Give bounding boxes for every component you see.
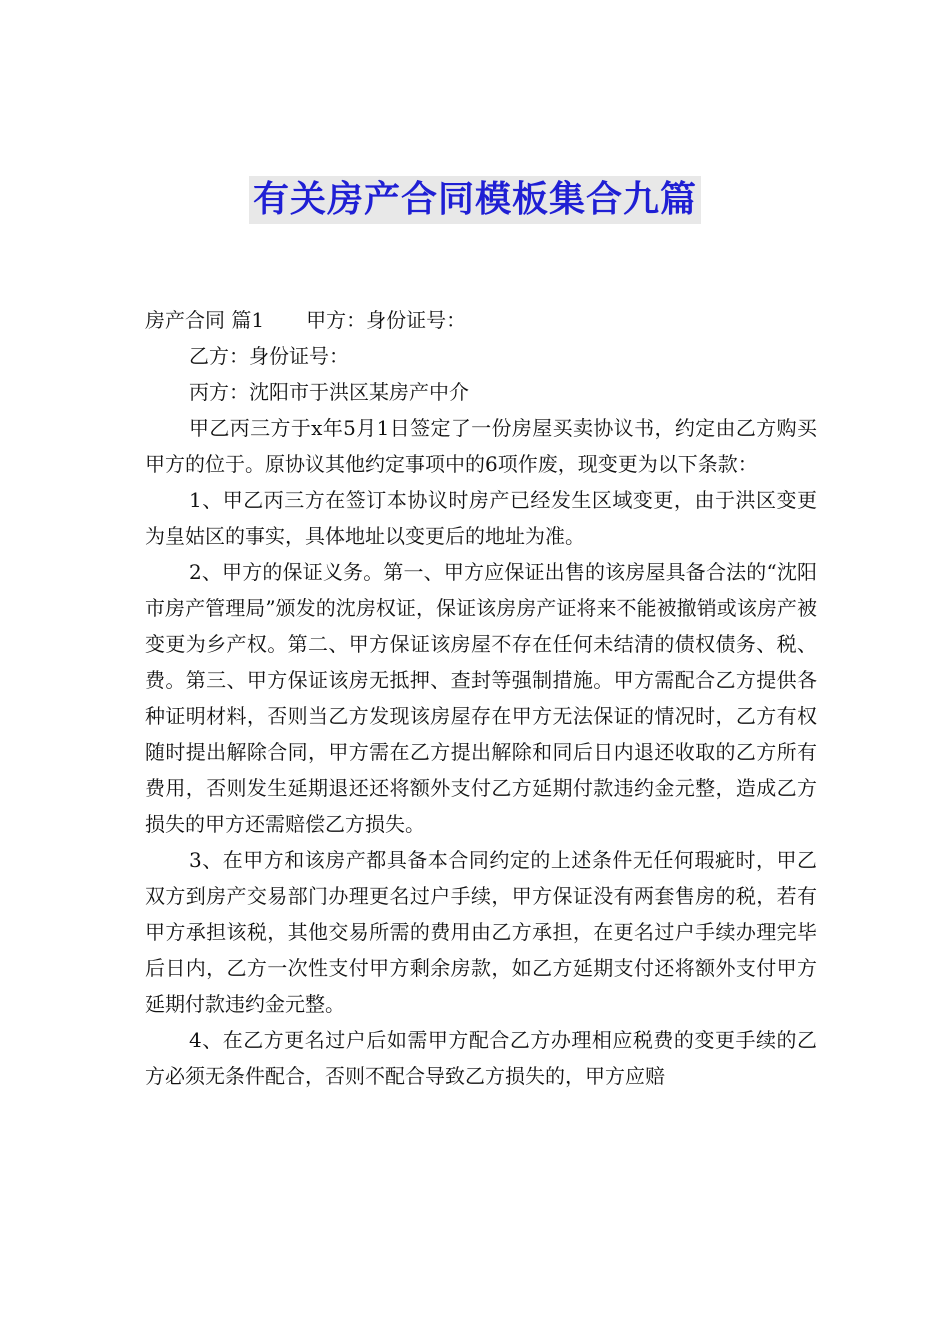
document-body xyxy=(145,302,817,1094)
party-b-line: 乙方：身份证号： xyxy=(189,344,349,368)
title-container xyxy=(0,176,950,224)
document-title: 有关房产合同模板集合九篇 xyxy=(249,176,701,224)
section-header-line xyxy=(145,302,817,338)
paragraph-clause-3: 3、在甲方和该房产都具备本合同约定的上述条件无任何瑕疵时，甲乙双方到房产交易部门办理更名过户手续，甲方保证没有两套售房的税，若有甲方承担该税，其他交易所需的费用由乙方承担，在更名过户手续办理完毕后日内，乙方一次性支付甲方剩余房款，如乙方延期支付还将额外支付甲方延期付款违约金元整。 xyxy=(145,848,817,1016)
party-c-line: 丙方：沈阳市于洪区某房产中介 xyxy=(189,380,469,404)
paragraph-clause-2: 2、甲方的保证义务。第一、甲方应保证出售的该房屋具备合法的“沈阳市房产管理局”颁发的沈房权证，保证该房房产证将来不能被撤销或该房产被变更为乡产权。第二、甲方保证该房屋不存在任何未结清的债权债务、税、费。第三、甲方保证该房无抵押、查封等强制措施。甲方需配合乙方提供各种证明材料，否则当乙方发现该房屋存在甲方无法保证的情况时，乙方有权随时提出解除合同，甲方需在乙方提出解除和同后日内退还收取的乙方所有费用，否则发生延期退还还将额外支付乙方延期付款违约金元整，造成乙方损失的甲方还需赔偿乙方损失。 xyxy=(145,560,817,836)
paragraph-clause-4: 4、在乙方更名过户后如需甲方配合乙方办理相应税费的变更手续的乙方必须无条件配合，否则不配合导致乙方损失的，甲方应赔 xyxy=(145,1028,817,1088)
section-label: 房产合同 篇1 xyxy=(145,308,265,332)
paragraph-clause-1: 1、甲乙丙三方在签订本协议时房产已经发生区域变更，由于洪区变更为皇姑区的事实，具体地址以变更后的地址为准。 xyxy=(145,488,817,548)
paragraph-intro: 甲乙丙三方于x年5月1日签定了一份房屋买卖协议书，约定由乙方购买甲方的位于。原协议其他约定事项中的6项作废，现变更为以下条款： xyxy=(145,416,817,476)
party-a-line: 甲方：身份证号： xyxy=(306,308,467,332)
